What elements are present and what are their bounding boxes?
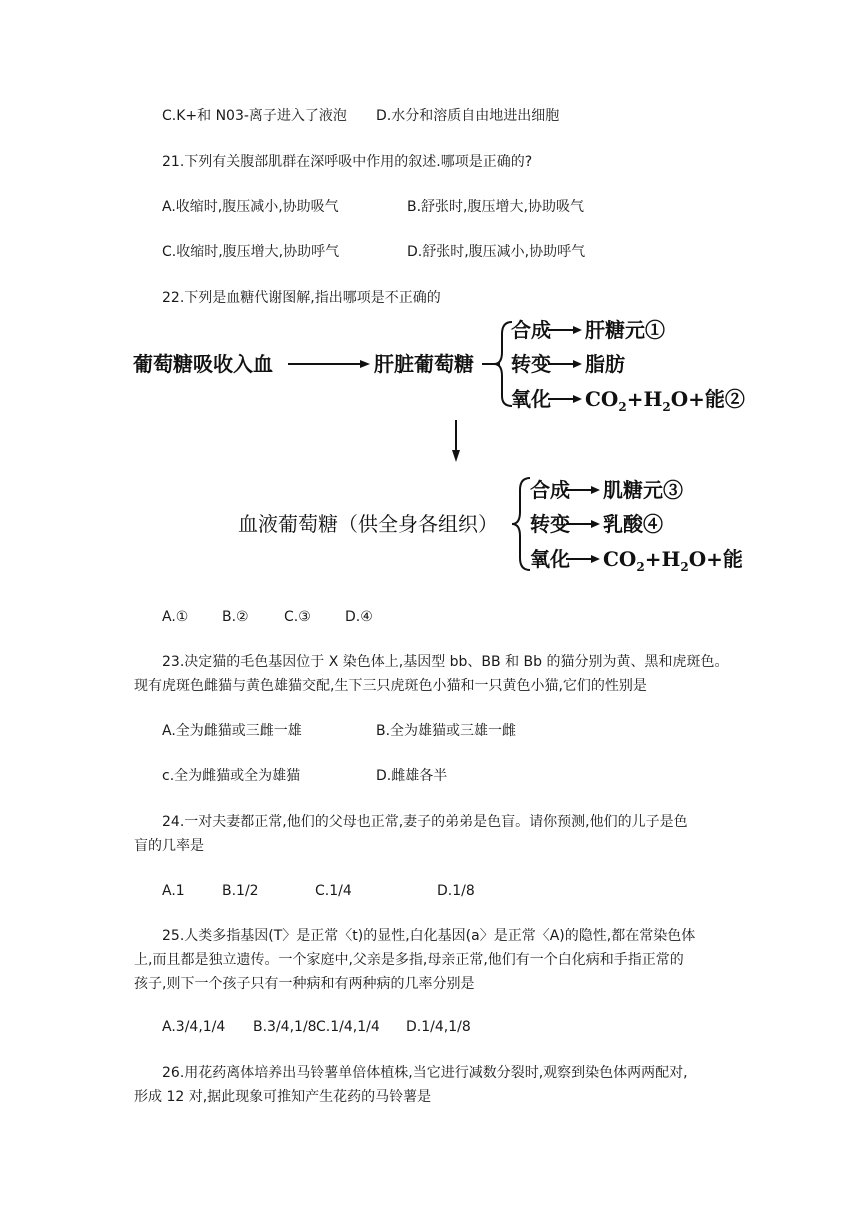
q25-option-b: B.3/4,1/8 [253, 1019, 317, 1035]
co2: CO [585, 387, 619, 411]
blood-branch-2: 转变 [530, 512, 570, 536]
q25-stem-line3: 孩子,则下一个孩子只有一种病和有两种病的几率分别是 [134, 976, 475, 992]
blood-product-2: 乳酸④ [603, 512, 663, 536]
diagram-source: 葡萄糖吸收入血 [133, 352, 273, 376]
liver-brace [494, 322, 512, 406]
q23-option-c: c.全为雌猫或全为雄猫 [162, 768, 301, 784]
liver-product-1: 肝糖元① [585, 318, 665, 342]
blood-branch-3: 氧化 [530, 547, 570, 571]
q21-option-d: D.舒张时,腹压减小,协助呼气 [407, 244, 586, 260]
q23-option-b: B.全为雄猫或三雄一雌 [376, 723, 517, 739]
liver-branch-3: 氧化 [511, 387, 551, 411]
q24-stem-line1: 24.一对夫妻都正常,他们的父母也正常,妻子的弟弟是色盲。请你预测,他们的儿子是色 [162, 814, 688, 830]
arrowhead-down [452, 450, 460, 462]
blood-product-1: 肌糖元③ [603, 478, 683, 502]
q20-option-d: D.水分和溶质自由地进出细胞 [376, 108, 560, 124]
q24-option-a: A.1 [162, 883, 185, 899]
blood-brace [512, 478, 530, 570]
q21-stem: 21.下列有关腹部肌群在深呼吸中作用的叙述.哪项是正确的? [162, 154, 533, 170]
q21-option-b: B.舒张时,腹压增大,协助吸气 [407, 199, 584, 215]
q22-stem: 22.下列是血糖代谢图解,指出哪项是不正确的 [162, 290, 441, 306]
diagram-liver: 肝脏葡萄糖 [374, 352, 474, 376]
q25-stem-line2: 上,而且都是独立遗传。一个家庭中,父亲是多指,母亲正常,他们有一个白化病和手指正常的 [134, 952, 684, 968]
blood-product-3: $CO_2+H_2O+$能 [603, 547, 743, 574]
q23-option-a: A.全为雌猫或三雌一雄 [162, 723, 302, 739]
q25-option-d: D.1/4,1/8 [406, 1019, 471, 1035]
liver-product-3: $CO_2+H_2O+$能② [585, 387, 745, 414]
q25-stem-line1: 25.人类多指基因(T〉是正常〈t)的显性,白化基因(a〉是正常〈A)的隐性,都在常染色体 [162, 928, 696, 944]
diagram-blood: 血液葡萄糖（供全身各组织） [238, 512, 498, 536]
q24-option-d: D.1/8 [437, 883, 475, 899]
q25-option-c: C.1/4,1/4 [316, 1019, 380, 1035]
q24-stem-line2: 盲的几率是 [134, 838, 204, 854]
liver-branch-2: 转变 [511, 352, 551, 376]
q24-option-b: B.1/2 [222, 883, 259, 899]
q25-option-a: A.3/4,1/4 [162, 1019, 226, 1035]
q22-option-d: D.④ [345, 609, 373, 625]
q24-option-c: C.1/4 [315, 883, 352, 899]
blood-branch-1: 合成 [530, 478, 570, 502]
q21-option-a: A.收缩时,腹压减小,协助吸气 [162, 199, 339, 215]
q23-stem-line2: 现有虎斑色雌猫与黄色雄猫交配,生下三只虎斑色小猫和一只黄色小猫,它们的性别是 [134, 678, 647, 694]
q26-stem-line1: 26.用花药离体培养出马铃薯单倍体植株,当它进行减数分裂时,观察到染色体两两配对, [162, 1065, 688, 1081]
q23-option-d: D.雌雄各半 [376, 768, 448, 784]
q22-option-b: B.② [222, 609, 249, 625]
arrowhead-to-liver [360, 360, 370, 368]
liver-product-2: 脂肪 [585, 352, 625, 376]
q20-option-c: C.K+和 N03-离子进入了液泡 [162, 108, 347, 124]
q21-option-c: C.收缩时,腹压增大,协助呼气 [162, 244, 340, 260]
liver-branch-1: 合成 [511, 318, 551, 342]
q23-stem-line1: 23.决定猫的毛色基因位于 X 染色体上,基因型 bb、BB 和 Bb 的猫分别为黄、黑和虎斑色。 [162, 654, 729, 670]
q26-stem-line2: 形成 12 对,据此现象可推知产生花药的马铃薯是 [134, 1089, 432, 1105]
q22-option-c: C.③ [284, 609, 311, 625]
q22-option-a: A.① [162, 609, 189, 625]
